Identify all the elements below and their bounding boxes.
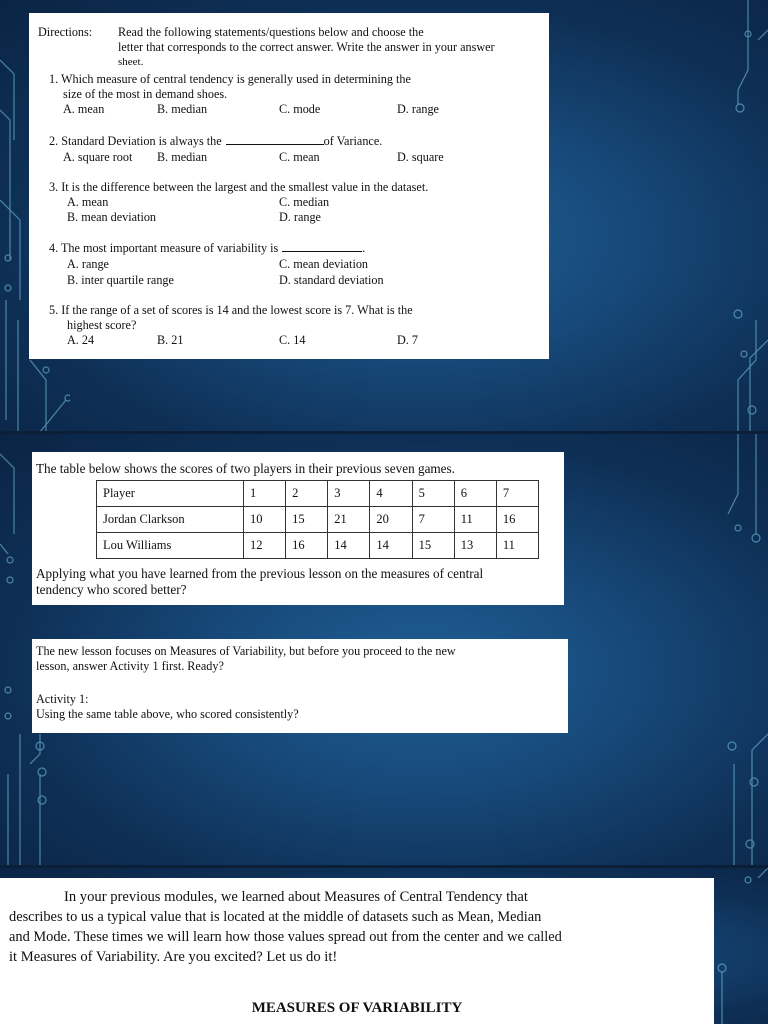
q4-option-d: D. standard deviation [279, 273, 384, 287]
score-cell: 16 [496, 507, 538, 533]
score-cell: 14 [370, 533, 412, 559]
q5-option-b: B. 21 [157, 333, 184, 347]
q4-text-pre: 4. The most important measure of variability is [49, 241, 279, 255]
score-cell: 14 [328, 533, 370, 559]
score-cell: 7 [412, 507, 454, 533]
q4-text-post: . [362, 241, 366, 255]
q5-line-2: highest score? [67, 318, 137, 332]
intro-para-line-4: it Measures of Variability. Are you excited? Let us do it! [9, 949, 338, 965]
score-cell: 16 [286, 533, 328, 559]
table-header-player: Player [97, 481, 244, 507]
table-panel [32, 452, 564, 605]
score-cell: 15 [412, 533, 454, 559]
score-cell: 13 [454, 533, 496, 559]
section-title: MEASURES OF VARIABILITY [251, 1000, 463, 1016]
table-row [97, 533, 539, 559]
q4-text [49, 241, 365, 255]
activity-question: Using the same table above, who scored consistently? [36, 707, 299, 721]
lesson-intro-panel [0, 878, 714, 1024]
intro-para-line-1: In your previous modules, we learned about Measures of Central Tendency that [64, 889, 528, 905]
q2-option-d: D. square [397, 150, 444, 164]
table-header-game: 6 [454, 481, 496, 507]
table-intro: The table below shows the scores of two players in their previous seven games. [36, 461, 455, 476]
score-cell: 20 [370, 507, 412, 533]
q3-line-1: 3. It is the difference between the largest and the smallest value in the dataset. [49, 180, 429, 194]
table-header-game: 2 [286, 481, 328, 507]
activity-panel [32, 639, 568, 733]
table-header-game: 5 [412, 481, 454, 507]
q3-option-a: A. mean [67, 195, 109, 209]
lesson-line-1: The new lesson focuses on Measures of Variability, but before you proceed to the new [36, 644, 456, 658]
scores-table [96, 480, 539, 559]
intro-para-line-2: describes to us a typical value that is located at the middle of datasets such as Mean, Median [9, 909, 542, 925]
directions-line-1: Read the following statements/questions below and choose the [118, 25, 424, 39]
q2-option-a: A. square root [63, 150, 133, 164]
q2-text-post: of Variance. [323, 134, 383, 148]
q2-text [49, 134, 382, 148]
q4-blank [282, 241, 362, 252]
table-question-line-1: Applying what you have learned from the previous lesson on the measures of central [36, 566, 484, 581]
q3-option-d: D. range [279, 210, 321, 224]
q1-option-c: C. mode [279, 102, 321, 116]
table-header-game: 4 [370, 481, 412, 507]
q5-option-c: C. 14 [279, 333, 306, 347]
q2-blank [226, 134, 324, 145]
player-name: Lou Williams [97, 533, 244, 559]
directions-label: Directions: [38, 25, 93, 39]
q5-line-1: 5. If the range of a set of scores is 14 and the lowest score is 7. What is the [49, 303, 413, 317]
table-question-line-2: tendency who scored better? [36, 582, 187, 597]
slide-quiz [0, 0, 768, 432]
table-header-game: 1 [244, 481, 286, 507]
player-name: Jordan Clarkson [97, 507, 244, 533]
quiz-panel [29, 13, 549, 359]
q5-option-d: D. 7 [397, 333, 418, 347]
circuit-decoration-right [698, 0, 768, 432]
directions-line-3: sheet. [118, 56, 144, 68]
lesson-line-2: lesson, answer Activity 1 first. Ready? [36, 659, 224, 673]
activity-label: Activity 1: [36, 692, 89, 706]
q1-option-b: B. median [157, 102, 208, 116]
score-cell: 10 [244, 507, 286, 533]
table-header-game: 3 [328, 481, 370, 507]
q1-option-a: A. mean [63, 102, 105, 116]
q2-option-b: B. median [157, 150, 208, 164]
slide-lesson-intro [0, 868, 768, 1024]
slide-activity [0, 434, 768, 866]
score-cell: 12 [244, 533, 286, 559]
intro-para-line-3: and Mode. These times we will learn how those values spread out from the center and we called [9, 929, 562, 945]
q1-line-2: size of the most in demand shoes. [63, 87, 228, 101]
table-header-row [97, 481, 539, 507]
q2-text-pre: 2. Standard Deviation is always the [49, 134, 222, 148]
q2-option-c: C. mean [279, 150, 320, 164]
q5-option-a: A. 24 [67, 333, 95, 347]
directions-line-2: letter that corresponds to the correct answer. Write the answer in your answer [118, 40, 495, 54]
score-cell: 21 [328, 507, 370, 533]
q4-option-c: C. mean deviation [279, 257, 369, 271]
score-cell: 11 [454, 507, 496, 533]
q3-option-c: C. median [279, 195, 330, 209]
q1-option-d: D. range [397, 102, 439, 116]
q4-option-a: A. range [67, 257, 109, 271]
q4-option-b: B. inter quartile range [67, 273, 174, 287]
q3-option-b: B. mean deviation [67, 210, 157, 224]
circuit-decoration-right [698, 434, 768, 866]
table-header-game: 7 [496, 481, 538, 507]
table-row [97, 507, 539, 533]
score-cell: 15 [286, 507, 328, 533]
score-cell: 11 [496, 533, 538, 559]
q1-line-1: 1. Which measure of central tendency is generally used in determining the [49, 72, 411, 86]
